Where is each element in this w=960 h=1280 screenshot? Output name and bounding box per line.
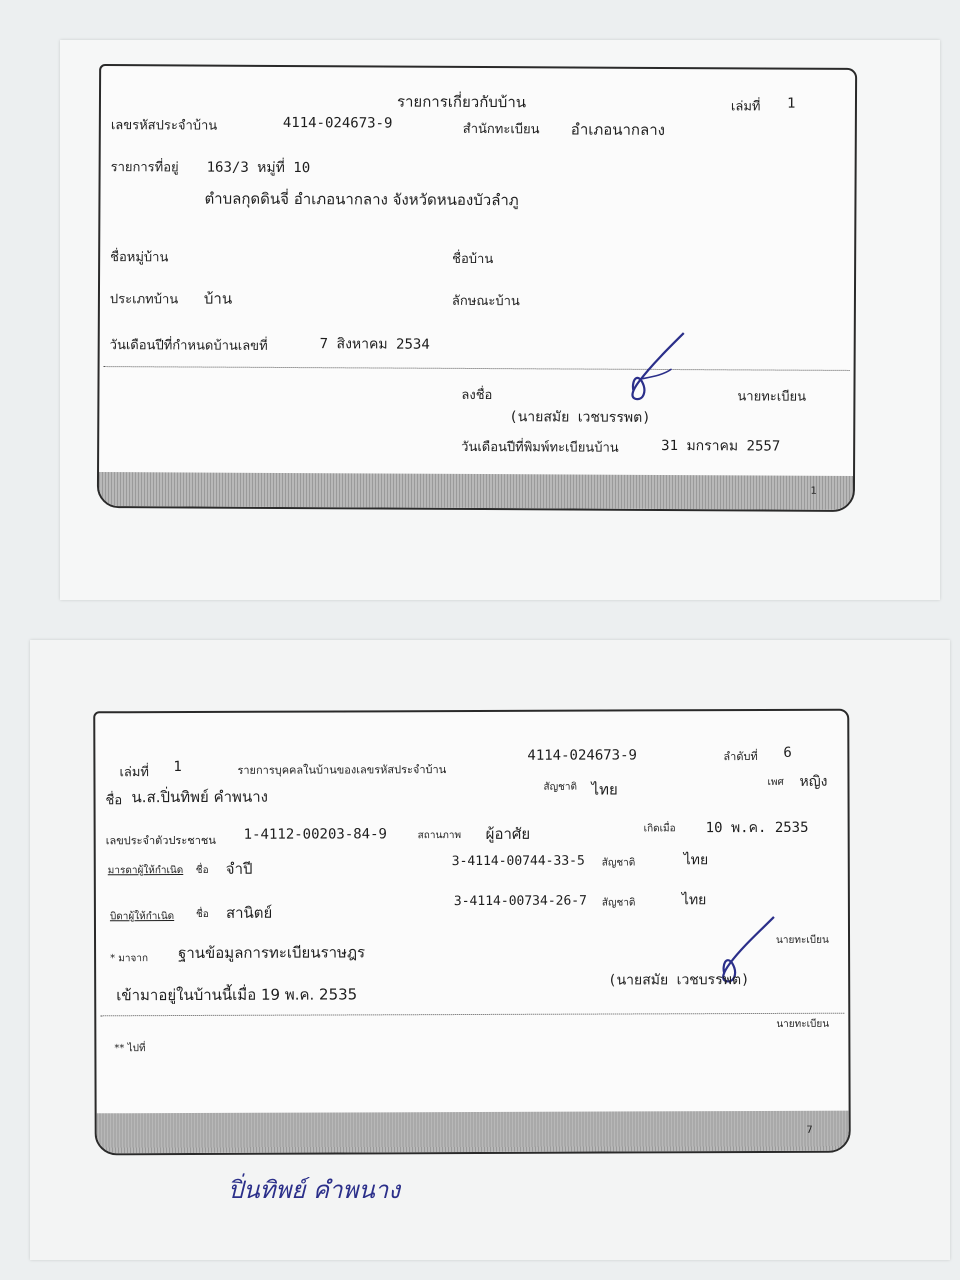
id-label: เลขประจำตัวประชาชน — [105, 833, 216, 848]
house-type-label: ประเภทบ้าน — [109, 292, 179, 308]
mother-name-label: ชื่อ — [195, 864, 209, 876]
village-label: ชื่อหมู่บ้าน — [110, 250, 169, 266]
moved-in-date: เข้ามาอยู่ในบ้านนี้เมื่อ 19 พ.ค. 2535 — [116, 985, 358, 1005]
father-label: บิดาผู้ให้กำเนิด — [109, 911, 175, 923]
birth-label: เกิดเมื่อ — [643, 823, 676, 835]
to-label: ** ไปที่ — [114, 1043, 146, 1055]
seq-label: ลำดับที่ — [723, 750, 758, 764]
house-code-label: เลขรหัสประจำบ้าน — [110, 118, 218, 134]
book-number: 1 — [786, 95, 796, 112]
registrar-label: นายทะเบียน — [776, 934, 829, 946]
from-value: ฐานข้อมูลการทะเบียนราษฎร — [178, 943, 366, 963]
card-footer-band — [99, 472, 853, 510]
sex-value: หญิง — [799, 773, 828, 790]
address-label: รายการที่อยู่ — [110, 160, 179, 176]
house-code: 4114-024673-9 — [527, 747, 637, 764]
father-nationality-label: สัญชาติ — [601, 897, 636, 909]
father-nationality: ไทย — [681, 892, 707, 909]
father-name-label: ชื่อ — [195, 908, 209, 920]
print-date-label: วันเดือนปีที่พิมพ์ทะเบียนบ้าน — [461, 439, 619, 456]
father-name: สานิตย์ — [225, 903, 273, 922]
registrar-label-secondary: นายทะเบียน — [776, 1018, 830, 1030]
book-label: เล่มที่ — [730, 99, 761, 115]
father-id: 3-4114-00734-26-7 — [453, 893, 587, 910]
card-title: รายการเกี่ยวกับบ้าน — [396, 92, 527, 112]
house-feature-label: ลักษณะบ้าน — [451, 293, 520, 310]
mother-name: จำปี — [225, 859, 253, 878]
office-value: อำเภอนากลาง — [570, 120, 666, 139]
book-number: 1 — [173, 759, 182, 776]
nationality-label: สัญชาติ — [543, 781, 578, 793]
mother-nationality-label: สัญชาติ — [601, 857, 636, 869]
handwritten-signature: ปิ่นทิพย์ คำพนาง — [228, 1176, 400, 1204]
seq-number: 6 — [783, 744, 792, 761]
address-line1: 163/3 หมู่ที่ 10 — [206, 159, 311, 177]
address-line2: ตำบลกุดดินจี่ อำเภอนากลาง จังหวัดหนองบัวลำภู — [204, 189, 519, 210]
house-code: 4114-024673-9 — [282, 114, 393, 132]
house-name-label: ชื่อบ้าน — [452, 251, 494, 268]
page-number: 7 — [806, 1124, 813, 1136]
nationality-value: ไทย — [591, 780, 618, 799]
office-label: สำนักทะเบียน — [462, 121, 540, 138]
registrar-label: นายทะเบียน — [737, 389, 807, 405]
registrar-name: (นายสมัย เวชบรรพต) — [608, 972, 750, 989]
registrar-signature-mark — [625, 331, 695, 403]
sex-label: เพศ — [767, 776, 784, 788]
sign-label: ลงชื่อ — [461, 387, 493, 404]
book-label: เล่มที่ — [119, 765, 150, 781]
card-footer-band — [97, 1111, 849, 1154]
card-title: รายการบุคคลในบ้านของเลขรหัสประจำบ้าน — [237, 763, 447, 777]
name-label: ชื่อ — [105, 793, 123, 809]
print-date: 31 มกราคม 2557 — [661, 437, 781, 455]
person-record-card — [93, 709, 851, 1156]
date-assigned: 7 สิงหาคม 2534 — [319, 336, 430, 353]
status-label: สถานภาพ — [417, 830, 462, 842]
dotted-divider — [100, 1013, 844, 1017]
mother-label: มารดาผู้ให้กำเนิด — [107, 865, 184, 877]
house-details-card — [97, 64, 857, 512]
person-name: น.ส.ปิ่นทิพย์ คำพนาง — [131, 787, 268, 807]
mother-id: 3-4114-00744-33-5 — [451, 853, 585, 870]
date-assigned-label: วันเดือนปีที่กำหนดบ้านเลขที่ — [109, 338, 268, 354]
house-type: บ้าน — [203, 289, 233, 308]
from-label: * มาจาก — [110, 953, 149, 965]
dotted-divider — [104, 366, 850, 371]
status-value: ผู้อาศัย — [485, 824, 531, 843]
page-number: 1 — [810, 485, 817, 497]
birth-date: 10 พ.ค. 2535 — [705, 819, 809, 837]
registrar-name: (นายสมัย เวชบรรพต) — [509, 409, 651, 426]
mother-nationality: ไทย — [683, 852, 709, 869]
id-number: 1-4112-00203-84-9 — [243, 826, 387, 843]
